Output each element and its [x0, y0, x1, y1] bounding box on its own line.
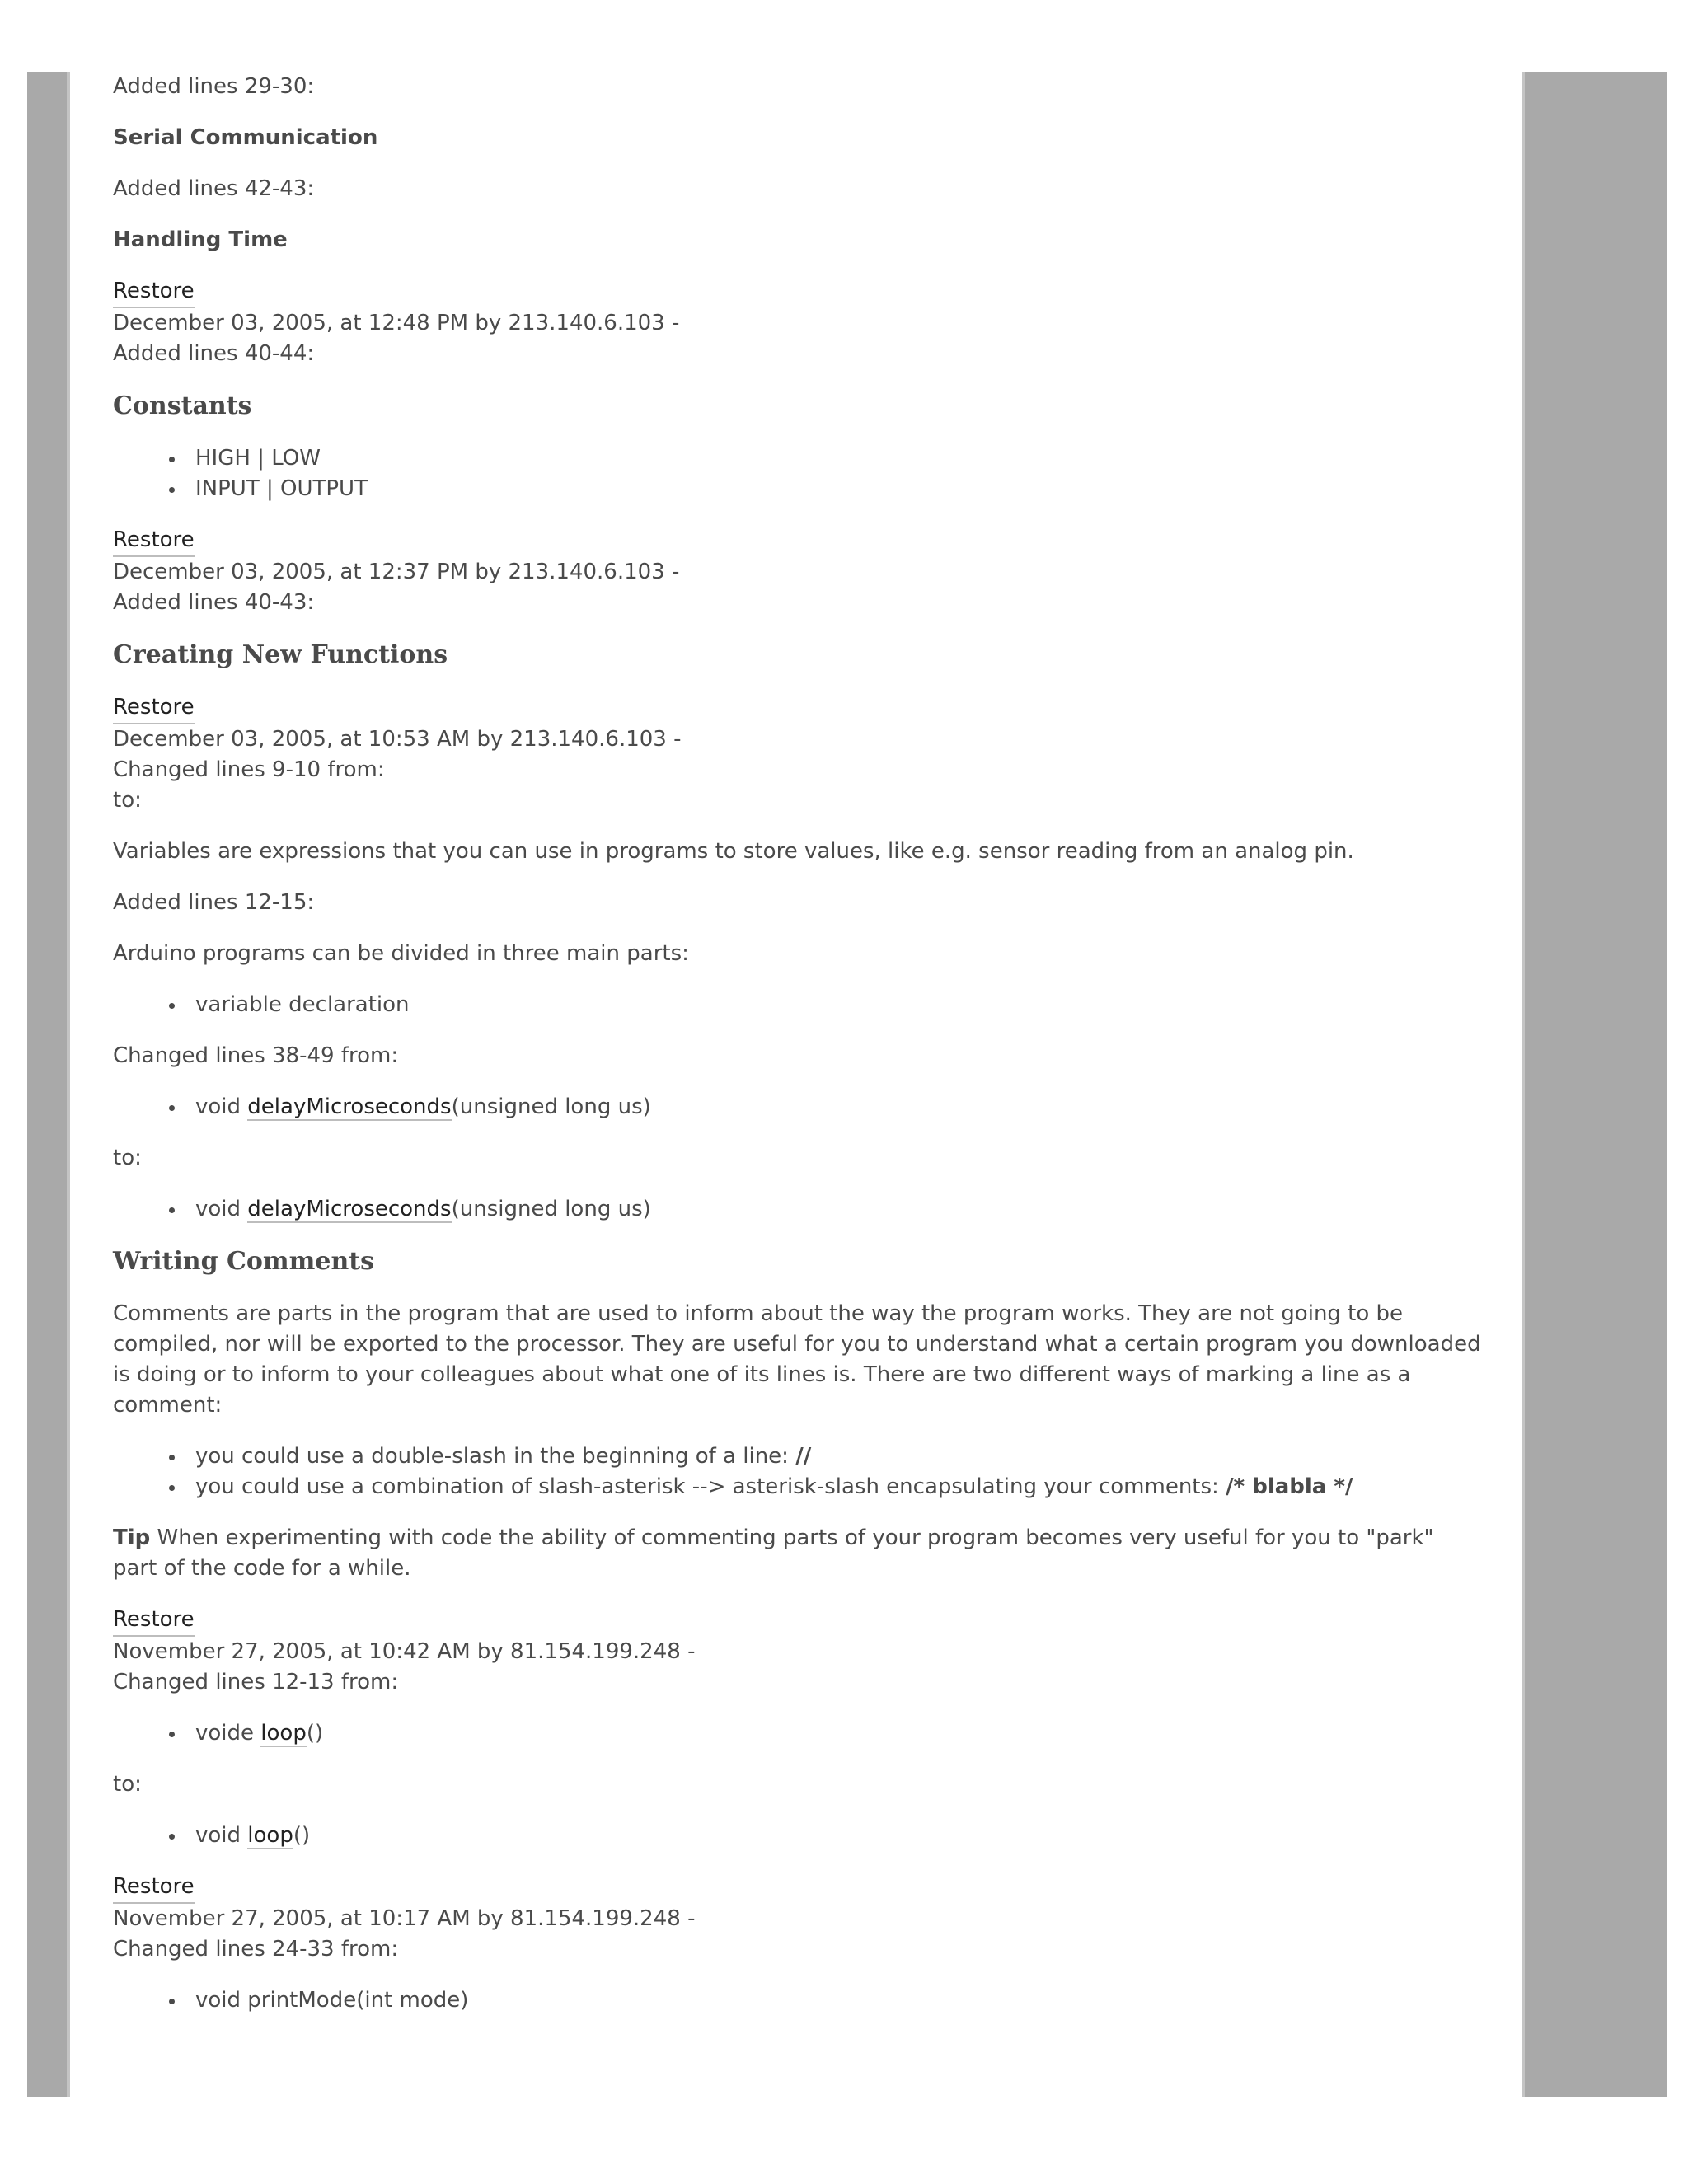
paragraph: Arduino programs can be divided in three main parts:: [113, 941, 689, 966]
restore-link[interactable]: Restore: [113, 1605, 195, 1637]
bullet-list: [113, 990, 1481, 1020]
paragraph: Added lines 12-15:: [113, 890, 315, 915]
paragraph: to:: [113, 1146, 142, 1170]
list-item-text: void: [195, 1094, 248, 1119]
bullet-list: [113, 1441, 1481, 1502]
bullet-list: [113, 1092, 1481, 1122]
revision-meta: December 03, 2005, at 10:53 AM by 213.140.6.103 -: [113, 727, 682, 752]
restore-link[interactable]: Restore: [113, 1872, 195, 1904]
list-item-text: (): [306, 1721, 324, 1746]
list-item: [195, 1985, 1481, 2016]
paragraph: Comments are parts in the program that are used to inform about the way the program works. They are not going to be compiled, nor will be exported to the processor. They are useful for you to understand what a certain program you downloaded is doing or to inform to your colleagues about what one of its lines is. There are two different ways of marking a line as a comment:: [113, 1301, 1481, 1418]
list-item-text: variable declaration: [195, 992, 410, 1017]
restore-link[interactable]: Restore: [113, 276, 195, 308]
right-sidebar-bar: [1522, 72, 1667, 2097]
list-item-text: (unsigned long us): [451, 1094, 651, 1119]
paragraph: Added lines 42-43:: [113, 176, 315, 201]
revision-meta: December 03, 2005, at 12:48 PM by 213.140.6.103 -: [113, 311, 680, 335]
list-item: [195, 1472, 1481, 1502]
bullet-list: [113, 1194, 1481, 1225]
code-snippet: /* blabla */: [1226, 1474, 1353, 1499]
section-heading: Constants: [113, 391, 252, 420]
left-sidebar-bar: [27, 72, 70, 2097]
page-history-content: [113, 72, 1481, 2036]
reference-link[interactable]: loop: [260, 1721, 307, 1746]
tip-paragraph: [113, 1523, 1481, 1584]
list-item-text: (unsigned long us): [451, 1197, 651, 1221]
list-item: [195, 1194, 1481, 1225]
list-item: [195, 1441, 1481, 1472]
revision-change-to: to:: [113, 788, 142, 813]
section-label: Serial Communication: [113, 125, 378, 150]
list-item-text: voide: [195, 1721, 261, 1746]
list-item-text: you could use a combination of slash-asterisk --> asterisk-slash encapsulating your comments:: [195, 1474, 1226, 1499]
paragraph: to:: [113, 1772, 142, 1797]
restore-link[interactable]: Restore: [113, 692, 195, 724]
reference-link[interactable]: delayMicroseconds: [247, 1197, 452, 1221]
section-heading: Writing Comments: [113, 1247, 375, 1276]
paragraph: Changed lines 38-49 from:: [113, 1043, 399, 1068]
list-item-text: HIGH | LOW: [195, 446, 321, 471]
reference-link[interactable]: loop: [247, 1823, 293, 1848]
revision-entry: [113, 276, 1481, 369]
revision-meta: December 03, 2005, at 12:37 PM by 213.140.6.103 -: [113, 560, 680, 584]
revision-change: Changed lines 24-33 from:: [113, 1937, 399, 1961]
code-snippet: //: [795, 1444, 812, 1469]
revision-entry: [113, 692, 1481, 816]
bullet-list: [113, 1718, 1481, 1749]
list-item-text: void: [195, 1197, 248, 1221]
revision-entry: [113, 1605, 1481, 1698]
restore-link[interactable]: Restore: [113, 525, 195, 557]
tip-label: Tip: [113, 1526, 151, 1550]
revision-change: Changed lines 12-13 from:: [113, 1670, 399, 1694]
paragraph: Variables are expressions that you can use in programs to store values, like e.g. sensor reading from an analog pin.: [113, 839, 1354, 864]
bullet-list: [113, 1985, 1481, 2016]
list-item-text: void printMode(int mode): [195, 1988, 469, 2013]
list-item: [195, 1718, 1481, 1749]
paragraph: Added lines 29-30:: [113, 74, 315, 99]
bullet-list: [113, 443, 1481, 504]
revision-change: Changed lines 9-10 from:: [113, 757, 385, 782]
tip-text: When experimenting with code the ability of commenting parts of your program becomes very useful for you to "park" part of the code for a while.: [113, 1526, 1434, 1581]
list-item: [195, 1821, 1481, 1851]
list-item: [195, 1092, 1481, 1122]
list-item-text: INPUT | OUTPUT: [195, 476, 368, 501]
revision-meta: November 27, 2005, at 10:17 AM by 81.154.199.248 -: [113, 1906, 696, 1931]
list-item-text: (): [293, 1823, 311, 1848]
revision-change: Added lines 40-43:: [113, 590, 315, 615]
section-heading: Creating New Functions: [113, 640, 448, 669]
list-item-text: void: [195, 1823, 248, 1848]
reference-link[interactable]: delayMicroseconds: [247, 1094, 452, 1119]
revision-change: Added lines 40-44:: [113, 341, 315, 366]
list-item: [195, 990, 1481, 1020]
list-item: [195, 474, 1481, 504]
list-item: [195, 443, 1481, 474]
section-label: Handling Time: [113, 227, 288, 252]
revision-meta: November 27, 2005, at 10:42 AM by 81.154.199.248 -: [113, 1639, 696, 1664]
bullet-list: [113, 1821, 1481, 1851]
revision-entry: [113, 525, 1481, 618]
list-item-text: you could use a double-slash in the beginning of a line:: [195, 1444, 796, 1469]
revision-entry: [113, 1872, 1481, 1965]
